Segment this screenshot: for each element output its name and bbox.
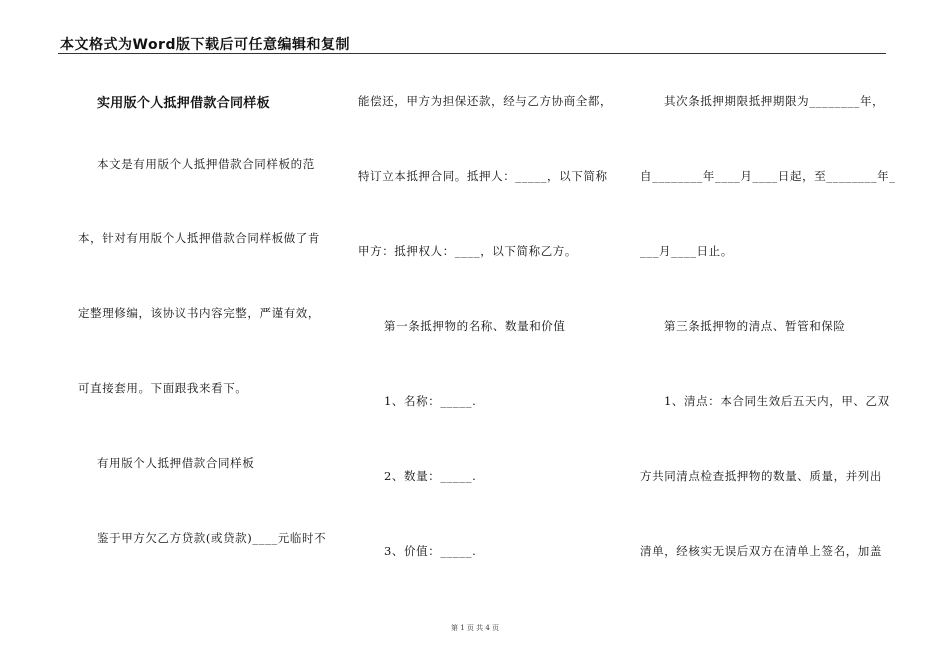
- col3-list-item: 1、清点：本合同生效后五天内，甲、乙双: [664, 394, 890, 408]
- col1-line: 本文是有用版个人抵押借款合同样板的范: [97, 157, 315, 171]
- col2-section-heading: 第一条抵押物的名称、数量和价值: [384, 319, 566, 333]
- document-title: 实用版个人抵押借款合同样板: [97, 96, 270, 111]
- col3-line: ___月____日止。: [640, 244, 733, 258]
- col2-line: 能偿还，甲方为担保还款，经与乙方协商全都，: [358, 94, 613, 108]
- col3-line: 方共同清点检查抵押物的数量、质量，并列出: [640, 469, 882, 483]
- col2-list-item: 2、数量：_____.: [384, 469, 477, 483]
- col1-line: 定整理修编，该协议书内容完整，严谨有效，: [78, 306, 320, 320]
- col3-section-heading: 其次条抵押期限抵押期限为________年，: [664, 94, 885, 108]
- col1-subheading: 有用版个人抵押借款合同样板: [97, 456, 255, 470]
- col2-line: 甲方：抵押权人：____，以下简称乙方。: [358, 244, 577, 258]
- document-header: 本文格式为Word版下载后可任意编辑和复制: [60, 37, 350, 53]
- col3-line: 自________年____月____日起，至________年_: [640, 169, 896, 183]
- col3-section-heading: 第三条抵押物的清点、暂管和保险: [664, 319, 846, 333]
- col1-line: 鉴于甲方欠乙方贷款(或贷款)____元临时不: [97, 531, 327, 545]
- col3-line: 清单，经核实无误后双方在清单上签名，加盖: [640, 544, 882, 558]
- page-number-footer: 第 1 页 共 4 页: [450, 624, 500, 632]
- col1-line: 可直接套用。下面跟我来看下。: [78, 381, 248, 395]
- col2-line: 特订立本抵押合同。抵押人：_____，以下简称: [358, 169, 608, 183]
- col1-line: 本，针对有用版个人抵押借款合同样板做了肯: [78, 231, 320, 245]
- col2-list-item: 1、名称：_____.: [384, 394, 477, 408]
- header-divider: [58, 53, 886, 54]
- col2-list-item: 3、价值：_____.: [384, 544, 477, 558]
